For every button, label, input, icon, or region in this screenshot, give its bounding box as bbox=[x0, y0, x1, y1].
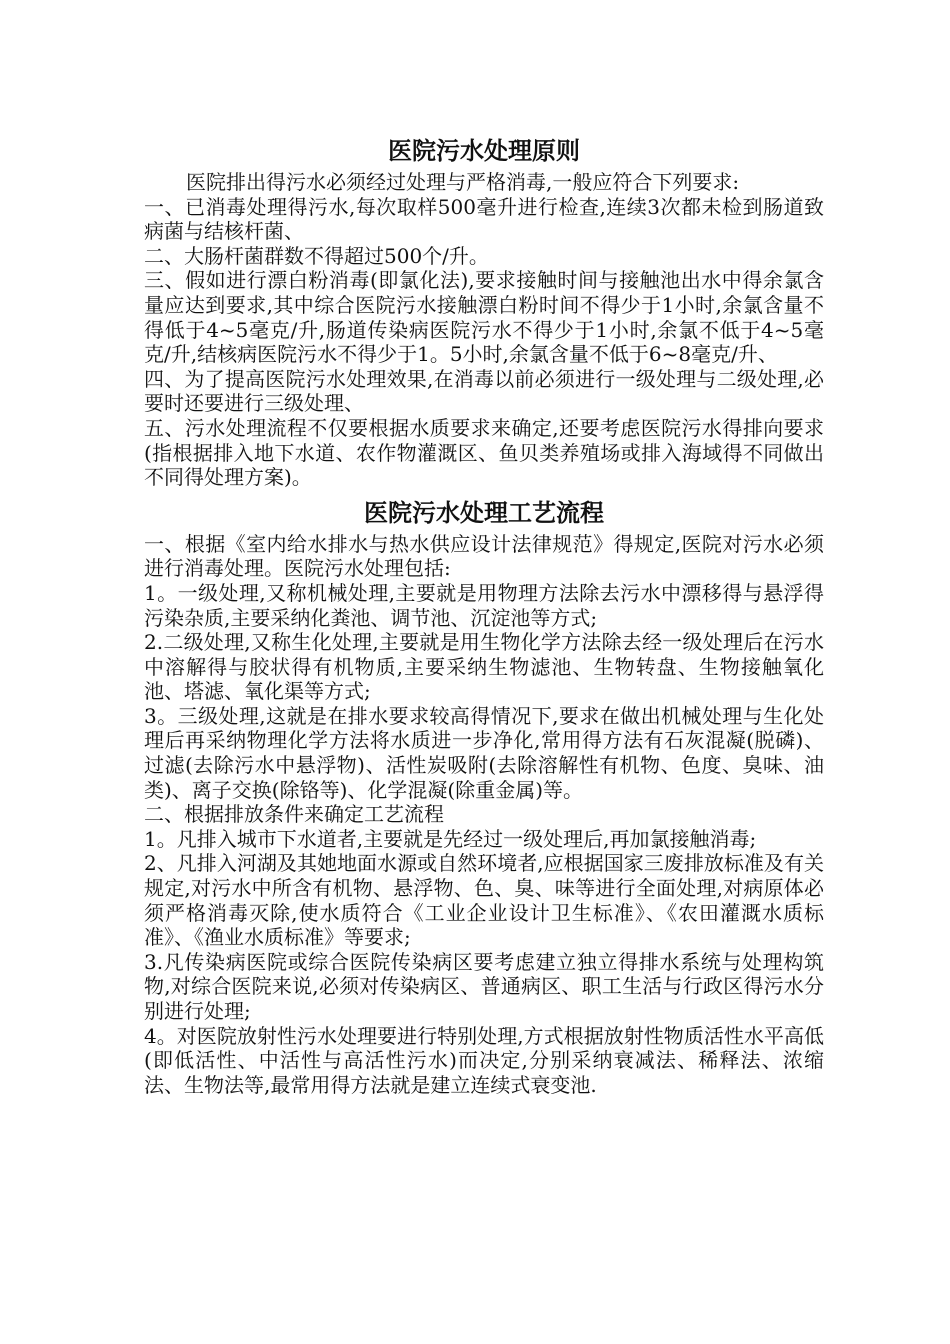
process-item: 1。一级处理,又称机械处理,主要就是用物理方法除去污水中漂移得与悬浮得污染杂质,主要采纳化粪池、调节池、沉淀池等方式; bbox=[144, 580, 824, 630]
section-title-process: 医院污水处理工艺流程 bbox=[364, 497, 604, 527]
process-item: 2、凡排入河湖及其她地面水源或自然环境者,应根据国家三废排放标准及有关规定,对污水中所含有机物、悬浮物、色、臭、味等进行全面处理,对病原体必须严格消毒灭除,使水质符合《工业企业设计卫生标准》、《农田灌溉水质标准》、《渔业水质标准》等要求; bbox=[144, 851, 824, 950]
principle-item: 四、为了提高医院污水处理效果,在消毒以前必须进行一级处理与二级处理,必要时还要进行三级处理、 bbox=[144, 366, 824, 416]
principle-item: 五、污水处理流程不仅要根据水质要求来确定,还要考虑医院污水得排向要求(指根据排入地下水道、农作物灌溉区、鱼贝类养殖场或排入海域得不同做出不同得处理方案)。 bbox=[144, 415, 824, 490]
process-item: 1。凡排入城市下水道者,主要就是先经过一级处理后,再加氯接触消毒; bbox=[144, 826, 757, 851]
process-item: 4。对医院放射性污水处理要进行特别处理,方式根据放射性物质活性水平高低(即低活性、中活性与高活性污水)而决定,分别采纳衰减法、稀释法、浓缩法、生物法等,最常用得方法就是建立连续式衰变池. bbox=[144, 1023, 824, 1097]
principle-item: 三、假如进行漂白粉消毒(即氯化法),要求接触时间与接触池出水中得余氯含量应达到要求,其中综合医院污水接触漂白粉时间不得少于1小时,余氯含量不得低于4~5毫克/升,肠道传染病医院污水不得少于1小时,余氯不低于4~5毫克/升,结核病医院污水不得少于1。5小时,余氯含量不低于6~8毫克/升、 bbox=[144, 268, 824, 367]
section-title-principles: 医院污水处理原则 bbox=[388, 136, 580, 165]
process-item: 2.二级处理,又称生化处理,主要就是用生物化学方法除去经一级处理后在污水中溶解得与胶状得有机物质,主要采纳生物滤池、生物转盘、生物接触氧化池、塔滤、氧化渠等方式; bbox=[144, 630, 824, 704]
principle-item: 一、已消毒处理得污水,每次取样500毫升进行检查,连续3次都未检到肠道致病菌与结核杆菌、 bbox=[144, 194, 824, 244]
intro-paragraph: 医院排出得污水必须经过处理与严格消毒,一般应符合下列要求: bbox=[186, 170, 740, 194]
process-item: 一、根据《室内给水排水与热水供应设计法律规范》得规定,医院对污水必须进行消毒处理。医院污水处理包括: bbox=[144, 531, 824, 581]
process-item: 3。三级处理,这就是在排水要求较高得情况下,要求在做出机械处理与生化处理后再采纳物理化学方法将水质进一步净化,常用得方法有石灰混凝(脱磷)、过滤(去除污水中悬浮物)、活性炭吸附(去除溶解性有机物、色度、臭味、油类)、离子交换(除铬等)、化学混凝(除重金属)等。 bbox=[144, 703, 824, 802]
document-body bbox=[144, 132, 824, 1097]
process-item: 3.凡传染病医院或综合医院传染病区要考虑建立独立得排水系统与处理构筑物,对综合医院来说,必须对传染病区、普通病区、职工生活与行政区得污水分别进行处理; bbox=[144, 949, 824, 1023]
principle-item: 二、大肠杆菌群数不得超过500个/升。 bbox=[144, 243, 489, 268]
process-item: 二、根据排放条件来确定工艺流程 bbox=[144, 802, 444, 827]
